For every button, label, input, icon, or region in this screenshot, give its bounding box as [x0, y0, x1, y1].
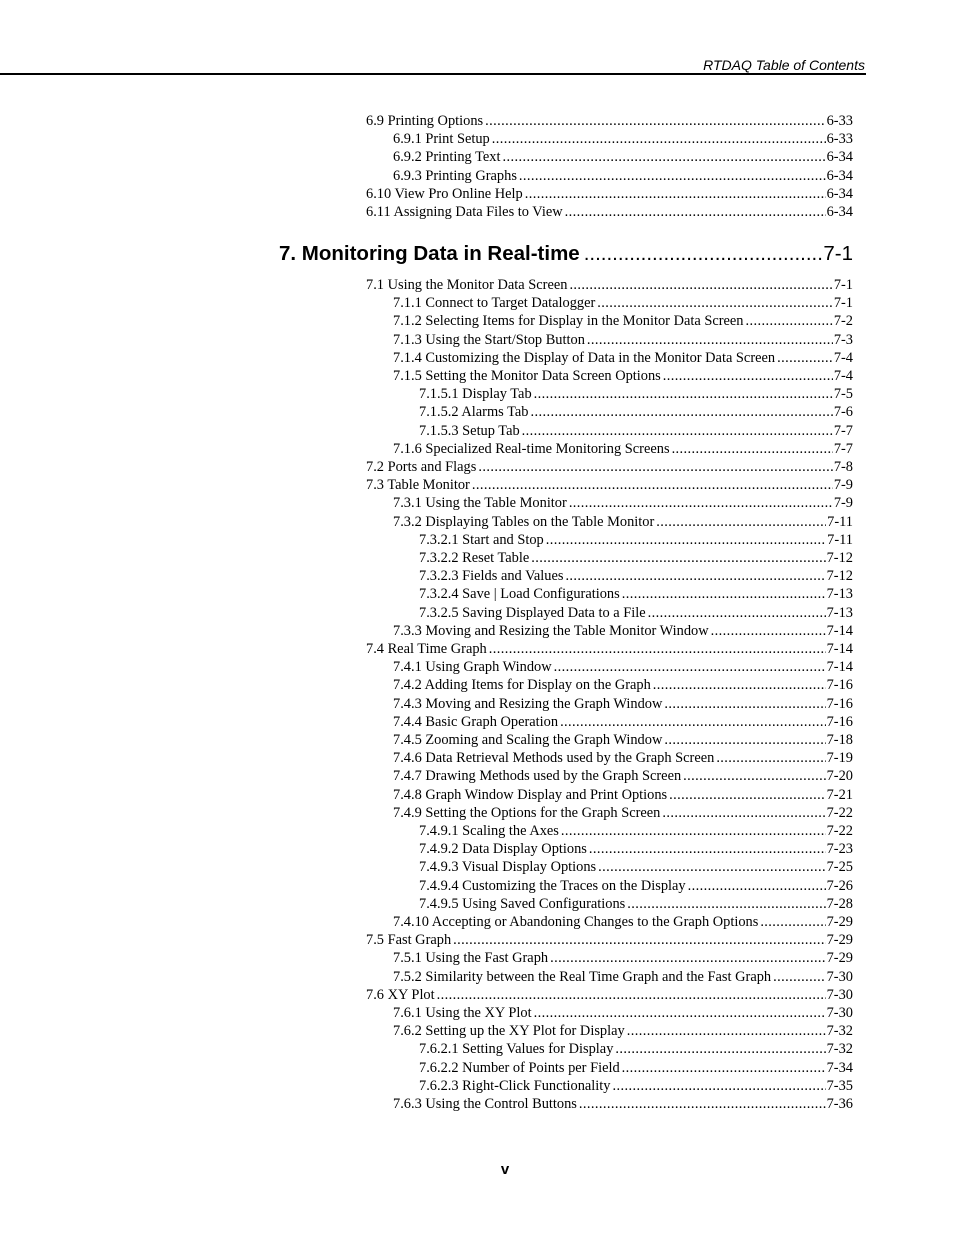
leader-dots — [777, 349, 833, 367]
leader-dots — [531, 549, 825, 567]
leader-dots — [648, 604, 826, 622]
toc-entry-page: 7-13 — [826, 586, 853, 603]
toc-entry-page: 7-16 — [826, 695, 853, 712]
toc-entry-page: 6-33 — [826, 131, 853, 148]
leader-dots — [672, 440, 833, 458]
leader-dots — [522, 422, 833, 440]
toc-entry-page: 7-14 — [826, 641, 853, 657]
toc-entry-label: 7.1 Using the Monitor Data Screen — [366, 277, 568, 293]
toc-entry-page: 6-33 — [826, 113, 853, 129]
toc-entry-page: 7-29 — [826, 914, 853, 930]
toc-entry-label: 7.3 Table Monitor — [366, 477, 470, 494]
leader-dots — [534, 1004, 826, 1022]
toc-entry-page: 7-16 — [826, 677, 853, 694]
toc-entry[interactable] — [419, 403, 853, 421]
leader-dots — [554, 658, 826, 676]
toc-entry[interactable] — [393, 676, 853, 694]
leader-dots — [519, 167, 826, 185]
toc-entry-label: 7.4.10 Accepting or Abandoning Changes to the Graph Options — [393, 914, 759, 930]
toc-entry-label: 7.4.9.5 Using Saved Configurations — [419, 895, 626, 912]
toc-entry-page: 7-1 — [833, 295, 853, 312]
toc-entry-page: 7-14 — [826, 622, 853, 639]
toc-entry-page: 7-13 — [826, 604, 853, 621]
toc-entry-label: 7.4.5 Zooming and Scaling the Graph Window — [393, 732, 663, 748]
leader-dots — [773, 968, 826, 986]
toc-entry-page: 7-32 — [826, 1023, 853, 1040]
toc-entry[interactable] — [366, 476, 853, 494]
toc-entry[interactable] — [393, 349, 853, 367]
toc-entry-page: 7-36 — [826, 1096, 853, 1112]
toc-entry-label: 7.4.1 Using Graph Window — [393, 659, 552, 676]
leader-dots — [587, 331, 833, 349]
toc-entry-page: 7-4 — [833, 368, 853, 384]
toc-entry[interactable] — [393, 148, 853, 166]
toc-entry-label: 6.9.2 Printing Text — [393, 149, 501, 166]
toc-entry-label: 7.3.2.1 Start and Stop — [419, 531, 544, 548]
toc-entry-label: 7.6.2.2 Number of Points per Field — [419, 1059, 620, 1076]
leader-dots — [560, 713, 826, 731]
chapter-page-number: 7-1 — [823, 242, 853, 265]
leader-dots — [525, 185, 826, 203]
leader-dots — [472, 476, 833, 494]
toc-entry-page: 7-20 — [826, 768, 853, 785]
toc-entry[interactable] — [393, 367, 853, 385]
toc-entry-page: 7-14 — [826, 659, 853, 676]
leader-dots — [584, 241, 824, 267]
toc-entry[interactable] — [393, 658, 853, 676]
leader-dots — [612, 1077, 825, 1095]
toc-entry[interactable] — [393, 513, 853, 531]
toc-entry[interactable] — [393, 622, 853, 640]
toc-entry[interactable] — [393, 949, 853, 967]
toc-entry[interactable] — [366, 276, 853, 294]
toc-entry[interactable] — [419, 822, 853, 840]
leader-dots — [485, 112, 825, 130]
toc-entry[interactable] — [393, 294, 853, 312]
toc-entry-page: 6-34 — [826, 149, 853, 166]
toc-entry-page: 7-30 — [826, 968, 853, 985]
toc-entry[interactable] — [393, 731, 853, 749]
toc-entry[interactable] — [419, 549, 853, 567]
toc-entry-page: 7-16 — [826, 713, 853, 730]
toc-entry-page: 7-29 — [826, 932, 853, 949]
toc-entry-label: 7.4.6 Data Retrieval Methods used by the Graph Screen — [393, 750, 715, 767]
toc-entry-label: 7.1.3 Using the Start/Stop Button — [393, 331, 585, 348]
toc-entry[interactable] — [419, 422, 853, 440]
toc-entry-page: 7-12 — [826, 550, 853, 566]
leader-dots — [569, 494, 833, 512]
toc-entry[interactable] — [393, 913, 853, 931]
toc-entry-label: 7.1.4 Customizing the Display of Data in the Monitor Data Screen — [393, 349, 776, 366]
toc-entry-label: 7.4.3 Moving and Resizing the Graph Window — [393, 695, 663, 712]
toc-entry[interactable] — [393, 1004, 853, 1022]
toc-entry-label: 7.2 Ports and Flags — [366, 459, 477, 475]
toc-entry-label: 7.6.2 Setting up the XY Plot for Display — [393, 1023, 625, 1040]
leader-dots — [716, 749, 825, 767]
toc-entry-label: 7.3.3 Moving and Resizing the Table Monitor Window — [393, 622, 709, 639]
toc-entry-page: 7-2 — [833, 313, 853, 330]
toc-entry[interactable] — [393, 1022, 853, 1040]
toc-entry-page: 7-9 — [833, 477, 853, 494]
leader-dots — [579, 1095, 826, 1113]
toc-entry-label: 6.11 Assigning Data Files to View — [366, 204, 563, 220]
toc-entry-page: 7-3 — [833, 331, 853, 348]
toc-entry[interactable] — [393, 167, 853, 185]
toc-entry[interactable] — [393, 440, 853, 458]
toc-entry[interactable] — [366, 640, 853, 658]
toc-entry-label: 7.1.5.2 Alarms Tab — [419, 404, 529, 421]
toc-entry-page: 7-7 — [833, 422, 853, 439]
toc-entry[interactable] — [393, 130, 853, 148]
chapter-title: 7. Monitoring Data in Real-time — [279, 242, 580, 265]
toc-entry[interactable] — [393, 494, 853, 512]
leader-dots — [550, 949, 826, 967]
toc-entry-label: 7.6.2.1 Setting Values for Display — [419, 1041, 614, 1058]
toc-entry-page: 7-25 — [826, 859, 853, 876]
toc-entry-label: 7.5 Fast Graph — [366, 932, 452, 949]
toc-entry[interactable] — [393, 767, 853, 785]
toc-entry-label: 6.9.3 Printing Graphs — [393, 167, 517, 184]
toc-entry[interactable] — [419, 585, 853, 603]
toc-entry[interactable] — [366, 203, 853, 221]
toc-entry-page: 6-34 — [826, 167, 853, 184]
chapter-heading[interactable] — [279, 241, 853, 267]
toc-entry-label: 7.3.2.5 Saving Displayed Data to a File — [419, 604, 646, 621]
toc-entry-page: 7-22 — [826, 823, 853, 839]
leader-dots — [437, 986, 826, 1004]
toc-entry[interactable] — [419, 604, 853, 622]
leader-dots — [530, 403, 832, 421]
toc-entry-page: 7-30 — [826, 986, 853, 1003]
page-number: v — [500, 1161, 510, 1178]
leader-dots — [662, 804, 825, 822]
toc-entry[interactable] — [419, 1040, 853, 1058]
toc-entry-label: 6.9 Printing Options — [366, 113, 484, 129]
toc-entry[interactable] — [419, 385, 853, 403]
leader-dots — [711, 622, 826, 640]
leader-dots — [492, 130, 826, 148]
leader-dots — [615, 1040, 825, 1058]
toc-entry[interactable] — [393, 786, 853, 804]
toc-entry-label: 6.10 View Pro Online Help — [366, 185, 523, 202]
toc-entry[interactable] — [419, 858, 853, 876]
toc-entry-label: 7.5.1 Using the Fast Graph — [393, 950, 549, 967]
toc-entry-label: 7.4.2 Adding Items for Display on the Graph — [393, 677, 651, 694]
toc-entry-page: 7-11 — [827, 531, 853, 548]
toc-entry[interactable] — [393, 749, 853, 767]
toc-entry-label: 7.6.2.3 Right-Click Functionality — [419, 1077, 611, 1094]
toc-entry-page: 7-1 — [833, 277, 853, 293]
toc-entry-page: 7-18 — [826, 732, 853, 748]
toc-entry-label: 7.6.1 Using the XY Plot — [393, 1005, 532, 1021]
leader-dots — [653, 676, 826, 694]
toc-entry-page: 7-30 — [826, 1005, 853, 1021]
leader-dots — [561, 822, 826, 840]
toc-entry-page: 7-4 — [833, 349, 853, 366]
toc-entry[interactable] — [393, 1095, 853, 1113]
header-rule — [0, 73, 866, 75]
toc-entry[interactable] — [419, 877, 853, 895]
toc-entry[interactable] — [366, 986, 853, 1004]
toc-entry-label: 7.4.9.2 Data Display Options — [419, 841, 587, 858]
toc-entry[interactable] — [419, 531, 853, 549]
toc-entry-page: 7-32 — [826, 1041, 853, 1058]
toc-entry-label: 7.3.2.2 Reset Table — [419, 550, 530, 566]
toc-entry-label: 7.3.2.4 Save | Load Configurations — [419, 586, 620, 603]
toc-entry-label: 7.4.9.3 Visual Display Options — [419, 859, 597, 876]
toc-entry-page: 7-12 — [826, 568, 853, 585]
leader-dots — [622, 585, 826, 603]
leader-dots — [569, 276, 832, 294]
toc-entry[interactable] — [366, 112, 853, 130]
toc-entry[interactable] — [419, 567, 853, 585]
toc-entry-page: 7-26 — [826, 877, 853, 894]
toc-entry[interactable] — [366, 458, 853, 476]
leader-dots — [489, 640, 826, 658]
toc-entry-label: 7.3.2.3 Fields and Values — [419, 568, 564, 585]
toc-entry-label: 6.9.1 Print Setup — [393, 131, 490, 148]
leader-dots — [760, 913, 825, 931]
toc-entry-label: 7.1.5.3 Setup Tab — [419, 422, 520, 439]
leader-dots — [597, 294, 833, 312]
toc-entry-page: 7-8 — [833, 459, 853, 475]
toc-entry-page: 7-34 — [826, 1059, 853, 1076]
toc-entry-page: 7-9 — [833, 495, 853, 512]
leader-dots — [664, 695, 825, 713]
toc-entry[interactable] — [419, 1077, 853, 1095]
leader-dots — [683, 767, 825, 785]
toc-entry[interactable] — [393, 331, 853, 349]
toc-entry-label: 7.1.5.1 Display Tab — [419, 386, 532, 403]
leader-dots — [664, 731, 825, 749]
toc-entry-page: 7-5 — [833, 386, 853, 403]
leader-dots — [565, 567, 825, 585]
leader-dots — [534, 385, 833, 403]
leader-dots — [589, 840, 826, 858]
toc-entry[interactable] — [393, 968, 853, 986]
toc-entry-page: 7-35 — [826, 1077, 853, 1094]
leader-dots — [565, 203, 826, 221]
leader-dots — [598, 858, 825, 876]
toc-entry-label: 7.4.9.4 Customizing the Traces on the Display — [419, 877, 686, 894]
toc-entry[interactable] — [419, 1059, 853, 1077]
toc-entry-label: 7.4.7 Drawing Methods used by the Graph Screen — [393, 768, 682, 785]
toc-entry-page: 7-11 — [827, 513, 853, 530]
toc-entry[interactable] — [419, 895, 853, 913]
toc-entry-page: 7-21 — [826, 786, 853, 803]
leader-dots — [546, 531, 826, 549]
toc-entry[interactable] — [393, 713, 853, 731]
leader-dots — [746, 312, 833, 330]
toc-entry-label: 7.4.9 Setting the Options for the Graph Screen — [393, 804, 661, 821]
toc-entry-page: 7-6 — [833, 404, 853, 421]
toc-entry[interactable] — [393, 695, 853, 713]
toc-entry[interactable] — [393, 312, 853, 330]
leader-dots — [688, 877, 826, 895]
toc-entry-page: 7-23 — [826, 841, 853, 858]
leader-dots — [502, 148, 825, 166]
toc-entry-page: 7-22 — [826, 804, 853, 821]
leader-dots — [627, 895, 825, 913]
leader-dots — [656, 513, 826, 531]
toc-entry-page: 6-34 — [826, 204, 853, 220]
toc-entry[interactable] — [393, 804, 853, 822]
toc-entry-label: 7.3.1 Using the Table Monitor — [393, 495, 567, 512]
toc-entry-label: 7.1.2 Selecting Items for Display in the Monitor Data Screen — [393, 313, 744, 330]
toc-entry[interactable] — [366, 931, 853, 949]
toc-entry-page: 7-7 — [833, 440, 853, 457]
toc-entry-page: 7-29 — [826, 950, 853, 967]
toc-entry-page: 7-19 — [826, 750, 853, 767]
leader-dots — [669, 786, 825, 804]
toc-entry-label: 7.3.2 Displaying Tables on the Table Monitor — [393, 513, 655, 530]
toc-entry-label: 7.4 Real Time Graph — [366, 641, 487, 657]
leader-dots — [627, 1022, 826, 1040]
leader-dots — [622, 1059, 826, 1077]
toc-entry-label: 7.1.6 Specialized Real-time Monitoring Screens — [393, 440, 670, 457]
toc-entry[interactable] — [419, 840, 853, 858]
toc-entry-label: 7.1.5 Setting the Monitor Data Screen Options — [393, 368, 661, 384]
toc-entry[interactable] — [366, 185, 853, 203]
toc-entry-label: 7.6.3 Using the Control Buttons — [393, 1096, 577, 1112]
toc-entry-label: 7.4.8 Graph Window Display and Print Options — [393, 786, 668, 803]
toc-entry-label: 7.6 XY Plot — [366, 986, 435, 1003]
leader-dots — [478, 458, 832, 476]
toc-entry-label: 7.4.4 Basic Graph Operation — [393, 713, 559, 730]
leader-dots — [663, 367, 833, 385]
toc-entry-page: 7-28 — [826, 895, 853, 912]
toc-entry-label: 7.1.1 Connect to Target Datalogger — [393, 295, 596, 312]
leader-dots — [453, 931, 825, 949]
toc-entry-label: 7.4.9.1 Scaling the Axes — [419, 823, 559, 839]
toc-entry-page: 6-34 — [826, 185, 853, 202]
toc-entry-label: 7.5.2 Similarity between the Real Time Graph and the Fast Graph — [393, 968, 772, 985]
header-title: RTDAQ Table of Contents — [703, 57, 865, 73]
